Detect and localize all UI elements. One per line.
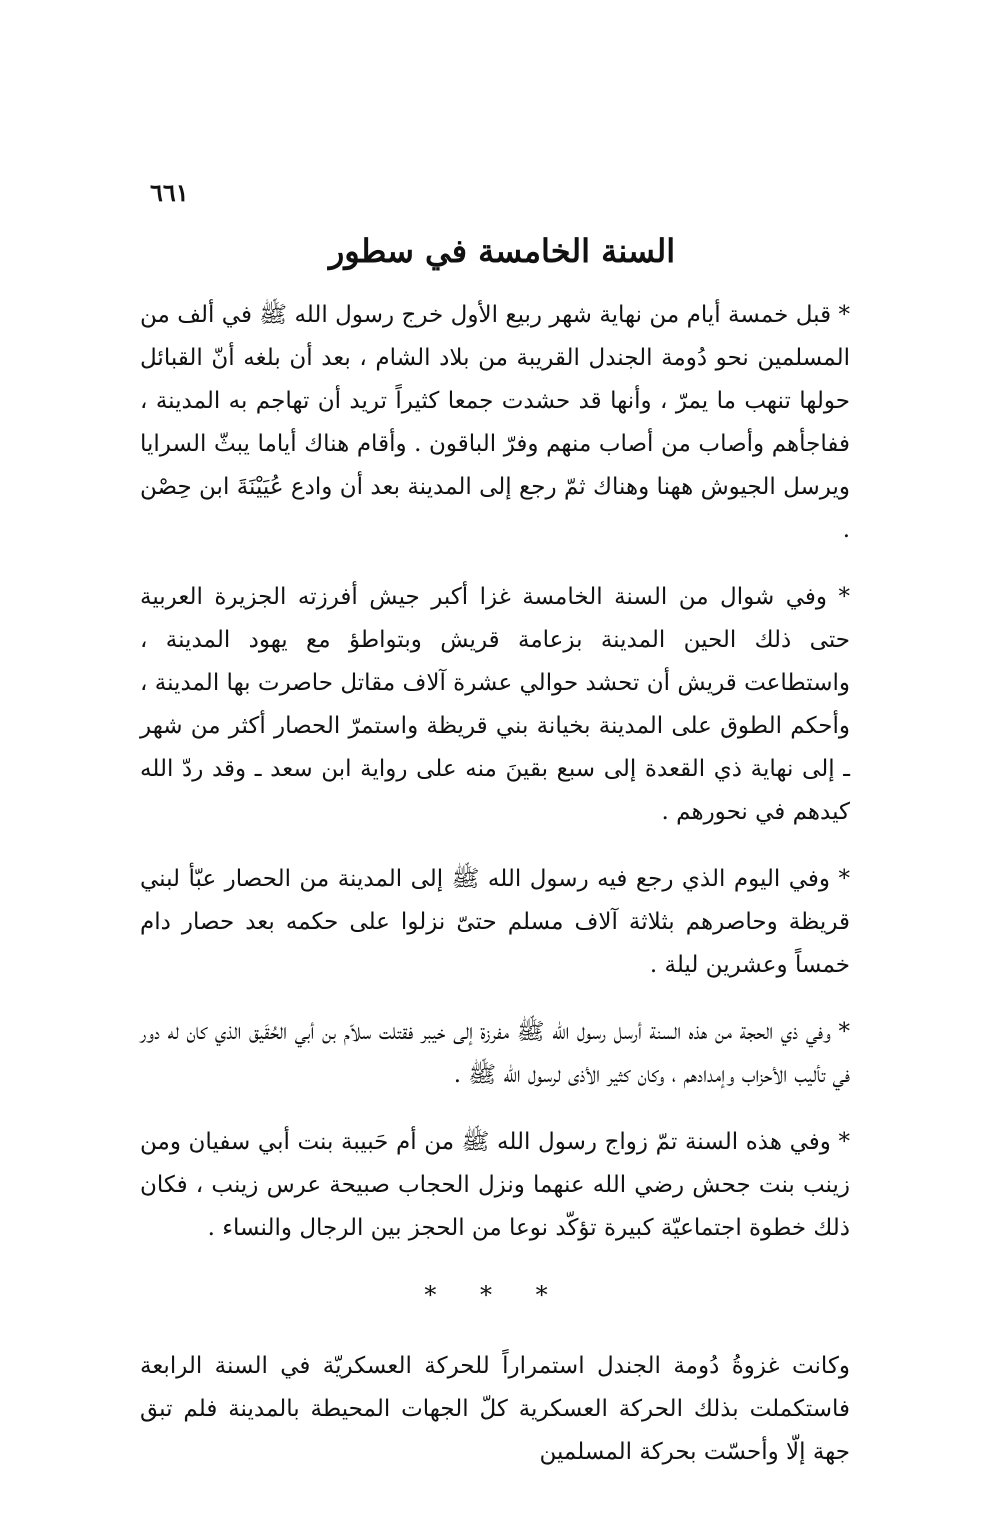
chapter-title: السنة الخامسة في سطور <box>328 232 676 270</box>
body-text <box>140 294 850 1474</box>
section-separator: * * * <box>424 1281 566 1309</box>
paragraph-marriages: * وفي هذه السنة تمّ زواج رسول الله ﷺ من أم حَبيبة بنت أبي سفيان ومن زينب بنت جحش رضي الله عنهما ونزل الحجاب صبيحة عرس زينب ، فكان ذلك خطوة اجتماعيّة كبيرة تؤكّد نوعا من الحجز بين الرجال والنساء . <box>140 1129 850 1241</box>
paragraph-dhul-hijja: * وفي ذي الحجة من هذه السنة أرسل رسول الله ﷺ مفرزة إلى خيبر فقتلت سلاّم بن أبي الحُقَيق الذي كان له دور في تأليب الأحزاب وإمدادهم ، وكان كثير الأذى لرسول الله ﷺ . <box>140 1019 850 1088</box>
paragraph-dumat-al-jandal: * قبل خمسة أيام من نهاية شهر ربيع الأول خرج رسول الله ﷺ في ألف من المسلمين نحو دُومة الجندل القريبة من بلاد الشام ، بعد أن بلغه أنّ القبائل حولها تنهب ما يمرّ ، وأنها قد حشدت جمعا كثيراً تريد أن تهاجم به المدينة ، ففاجأهم وأصاب من أصاب منهم وفرّ الباقون . وأقام هناك أياما يبثّ السرايا ويرسل الجيوش ههنا وهناك ثمّ رجع إلى المدينة بعد أن وادع عُيَيْنَةَ ابن حِصْن . <box>140 302 850 543</box>
page-number: ٦٦١ <box>150 178 189 207</box>
paragraph-shawwal-siege: * وفي شوال من السنة الخامسة غزا أكبر جيش أفرزته الجزيرة العربية حتى ذلك الحين المدينة بزعامة قريش وبتواطؤ مع يهود المدينة ، واستطاعت قريش أن تحشد حوالي عشرة آلاف مقاتل حاصرت بها المدينة ، وأحكم الطوق على المدينة بخيانة بني قريظة واستمرّ الحصار أكثر من شهر ـ إلى نهاية ذي القعدة إلى سبع بقينَ منه على رواية ابن سعد ـ وقد ردّ الله كيدهم في نحورهم . <box>140 584 850 825</box>
closing-paragraph: وكانت غزوةُ دُومة الجندل استمراراً للحركة العسكريّة في السنة الرابعة فاستكملت بذلك الحركة العسكرية كلّ الجهات المحيطة بالمدينة فلم تبق جهة إلّا وأحسّت بحركة المسلمين <box>140 1353 850 1465</box>
paragraph-bani-qurayza: * وفي اليوم الذي رجع فيه رسول الله ﷺ إلى المدينة من الحصار عبّأ لبني قريظة وحاصرهم بثلاثة آلاف مسلم حتىّ نزلوا على حكمه بعد حصار دام خمساً وعشرين ليلة . <box>140 866 850 978</box>
